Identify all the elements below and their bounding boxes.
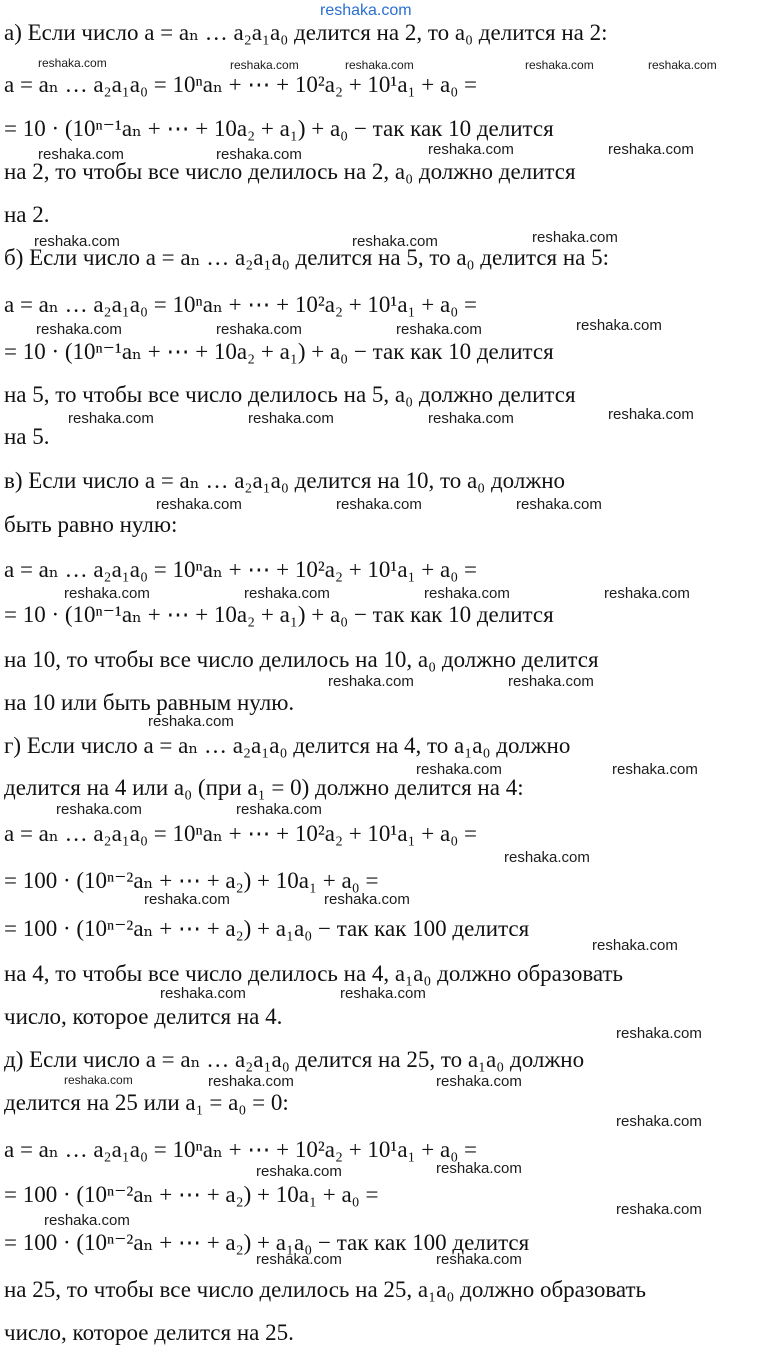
section-b-line-3: = 10 · (10ⁿ⁻¹aₙ + ⋯ + 10a₂ + a₁) + a₀ − так как 10 делится (4, 339, 554, 364)
section-a-line-2: a = aₙ … a₂a₁a₀ = 10ⁿaₙ + ⋯ + 10²a₂ + 10¹a₁ + a₀ = (4, 72, 477, 97)
section-a-line-4: на 2, то чтобы все число делилось на 2, a₀ должно делится (4, 159, 576, 184)
watermark: reshaka.com (216, 321, 302, 338)
section-g-line-6: на 4, то чтобы все число делилось на 4, a₁a₀ должно образовать (4, 961, 624, 986)
watermark: reshaka.com (345, 58, 414, 72)
watermark: reshaka.com (64, 1073, 133, 1087)
site-header-watermark[interactable]: reshaka.com (320, 2, 412, 19)
watermark: reshaka.com (592, 937, 678, 954)
watermark: reshaka.com (148, 713, 234, 730)
section-g-line-4: = 100 · (10ⁿ⁻²aₙ + ⋯ + a₂) + 10a₁ + a₀ = (4, 868, 379, 893)
section-g-line-5: = 100 · (10ⁿ⁻²aₙ + ⋯ + a₂) + a₁a₀ − так как 100 делится (4, 916, 530, 941)
watermark: reshaka.com (324, 891, 410, 908)
watermark: reshaka.com (64, 585, 150, 602)
watermark: reshaka.com (160, 985, 246, 1002)
section-v-line-4: = 10 · (10ⁿ⁻¹aₙ + ⋯ + 10a₂ + a₁) + a₀ − так как 10 делится (4, 602, 554, 627)
section-b-line-2: a = aₙ … a₂a₁a₀ = 10ⁿaₙ + ⋯ + 10²a₂ + 10¹a₁ + a₀ = (4, 292, 477, 317)
watermark: reshaka.com (216, 146, 302, 163)
watermark: reshaka.com (416, 761, 502, 778)
watermark: reshaka.com (616, 1201, 702, 1218)
watermark: reshaka.com (44, 1212, 130, 1229)
watermark: reshaka.com (616, 1025, 702, 1042)
watermark: reshaka.com (608, 406, 694, 423)
watermark: reshaka.com (428, 141, 514, 158)
section-a-line-1: а) Если число a = aₙ … a₂a₁a₀ делится на 2, то a₀ делится на 2: (4, 20, 608, 45)
watermark: reshaka.com (576, 317, 662, 334)
watermark: reshaka.com (236, 801, 322, 818)
watermark: reshaka.com (428, 410, 514, 427)
section-a-line-3: = 10 · (10ⁿ⁻¹aₙ + ⋯ + 10a₂ + a₁) + a₀ − так как 10 делится (4, 116, 554, 141)
watermark: reshaka.com (244, 585, 330, 602)
watermark: reshaka.com (36, 321, 122, 338)
watermark: reshaka.com (516, 496, 602, 513)
watermark: reshaka.com (604, 585, 690, 602)
watermark: reshaka.com (34, 233, 120, 250)
watermark: reshaka.com (436, 1073, 522, 1090)
watermark: reshaka.com (144, 891, 230, 908)
section-v-line-2: быть равно нулю: (4, 512, 178, 537)
watermark: reshaka.com (336, 496, 422, 513)
watermark: reshaka.com (230, 58, 299, 72)
section-v-line-3: a = aₙ … a₂a₁a₀ = 10ⁿaₙ + ⋯ + 10²a₂ + 10¹a₁ + a₀ = (4, 557, 477, 582)
watermark: reshaka.com (248, 410, 334, 427)
watermark: reshaka.com (648, 58, 717, 72)
watermark: reshaka.com (156, 496, 242, 513)
section-d-line-6: на 25, то чтобы все число делилось на 25, a₁a₀ должно образовать (4, 1277, 647, 1302)
watermark: reshaka.com (256, 1251, 342, 1268)
section-v-line-1: в) Если число a = aₙ … a₂a₁a₀ делится на 10, то a₀ должно (4, 468, 566, 493)
section-v-line-6: на 10 или быть равным нулю. (4, 690, 295, 715)
watermark: reshaka.com (608, 141, 694, 158)
section-d-line-4: = 100 · (10ⁿ⁻²aₙ + ⋯ + a₂) + 10a₁ + a₀ = (4, 1182, 379, 1207)
watermark: reshaka.com (68, 410, 154, 427)
section-g-line-7: число, которое делится на 4. (4, 1004, 283, 1029)
watermark: reshaka.com (508, 673, 594, 690)
watermark: reshaka.com (352, 233, 438, 250)
watermark: reshaka.com (612, 761, 698, 778)
watermark: reshaka.com (256, 1163, 342, 1180)
watermark: reshaka.com (436, 1160, 522, 1177)
watermark: reshaka.com (38, 56, 107, 70)
section-g-line-3: a = aₙ … a₂a₁a₀ = 10ⁿaₙ + ⋯ + 10²a₂ + 10¹a₁ + a₀ = (4, 821, 477, 846)
watermark: reshaka.com (208, 1073, 294, 1090)
watermark: reshaka.com (396, 321, 482, 338)
section-d-line-1: д) Если число a = aₙ … a₂a₁a₀ делится на 25, то a₁a₀ должно (4, 1047, 585, 1072)
section-v-line-5: на 10, то чтобы все число делилось на 10, a₀ должно делится (4, 647, 599, 672)
section-b-line-1: б) Если число a = aₙ … a₂a₁a₀ делится на 5, то a₀ делится на 5: (4, 245, 610, 270)
watermark: reshaka.com (525, 58, 594, 72)
section-b-line-5: на 5. (4, 424, 50, 449)
section-b-line-4: на 5, то чтобы все число делилось на 5, a₀ должно делится (4, 382, 576, 407)
watermark: reshaka.com (38, 146, 124, 163)
watermark: reshaka.com (340, 985, 426, 1002)
section-d-line-3: a = aₙ … a₂a₁a₀ = 10ⁿaₙ + ⋯ + 10²a₂ + 10¹a₁ + a₀ = (4, 1137, 477, 1162)
watermark: reshaka.com (424, 585, 510, 602)
watermark: reshaka.com (504, 849, 590, 866)
section-d-line-5: = 100 · (10ⁿ⁻²aₙ + ⋯ + a₂) + a₁a₀ − так как 100 делится (4, 1230, 530, 1255)
watermark: reshaka.com (532, 229, 618, 246)
section-d-line-7: число, которое делится на 25. (4, 1320, 294, 1345)
section-d-line-2: делится на 25 или a₁ = a₀ = 0: (4, 1090, 289, 1115)
section-a-line-5: на 2. (4, 202, 50, 227)
watermark: reshaka.com (328, 673, 414, 690)
section-g-line-1: г) Если число a = aₙ … a₂a₁a₀ делится на 4, то a₁a₀ должно (4, 733, 571, 758)
section-g-line-2: делится на 4 или a₀ (при a₁ = 0) должно делится на 4: (4, 775, 524, 800)
watermark: reshaka.com (616, 1113, 702, 1130)
watermark: reshaka.com (56, 801, 142, 818)
watermark: reshaka.com (436, 1251, 522, 1268)
